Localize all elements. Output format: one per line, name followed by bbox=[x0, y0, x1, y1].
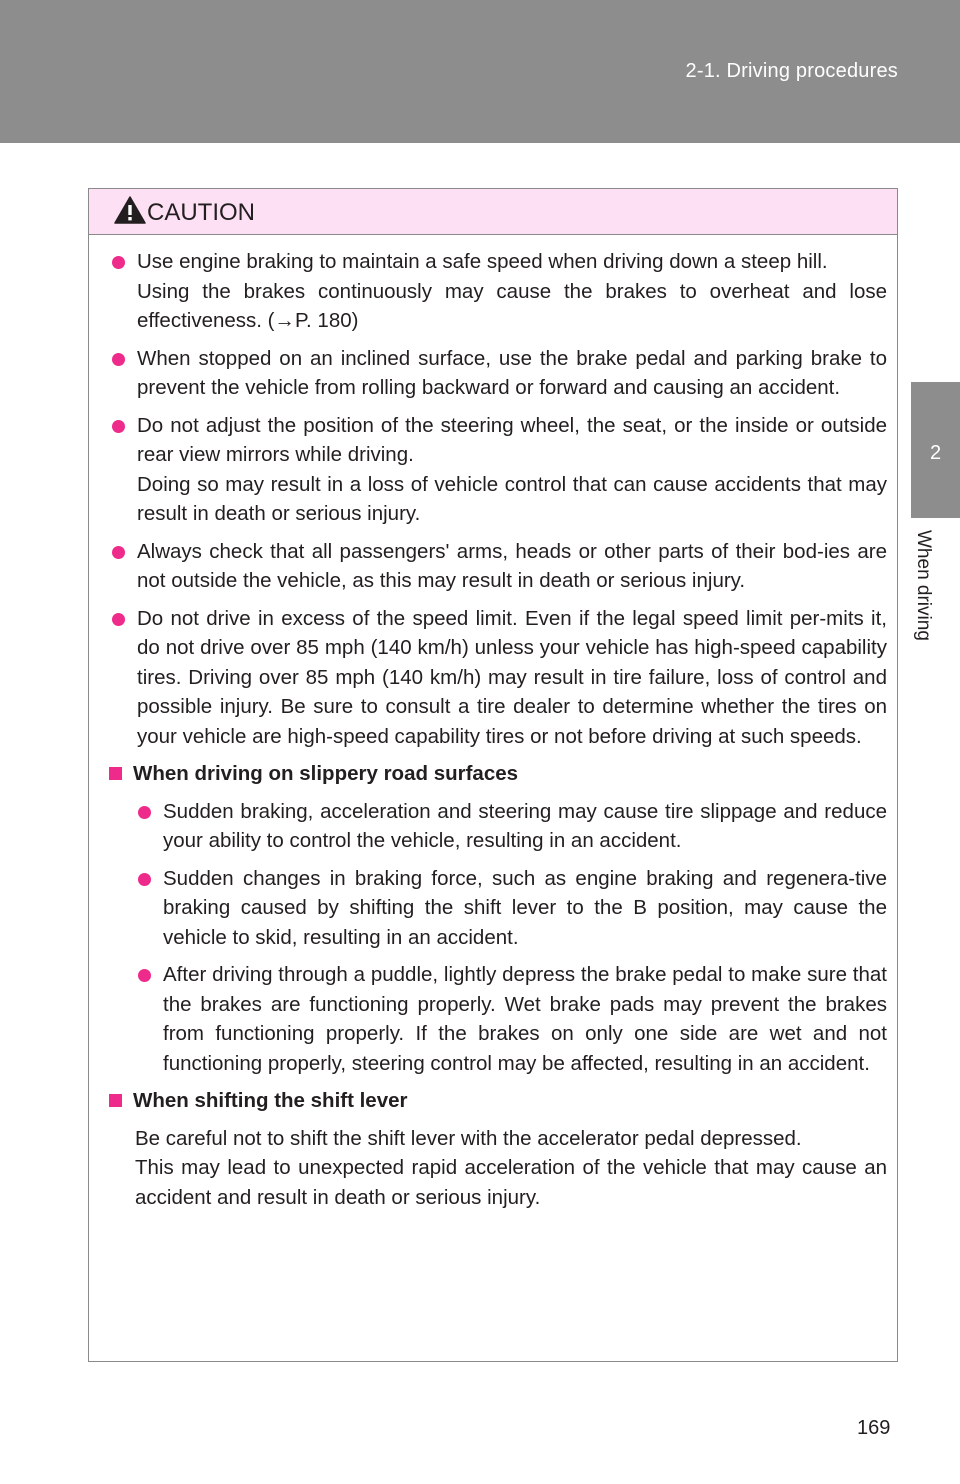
bullet-dot-icon bbox=[112, 353, 125, 366]
caution-item-text: Use engine braking to maintain a safe speed when driving down a steep hill. bbox=[137, 250, 828, 273]
slippery-heading bbox=[109, 759, 887, 789]
caution-item bbox=[135, 960, 887, 1078]
caution-item bbox=[135, 797, 887, 856]
caution-item bbox=[109, 537, 887, 596]
caution-title: CAUTION bbox=[147, 199, 255, 226]
shifting-heading-text: When shifting the shift lever bbox=[133, 1089, 408, 1112]
caution-item-text: After driving through a puddle, lightly depress the brake pedal to make sure that the brakes are functioning properly. Wet brake pads may prevent the brakes from functioning properly. If the brakes on only one side are wet and not functioning properly, steering control may be affected, resulting in an accident. bbox=[163, 963, 887, 1075]
page-number: 169 bbox=[857, 1417, 891, 1439]
caution-body bbox=[109, 247, 887, 1212]
slippery-heading-text: When driving on slippery road surfaces bbox=[133, 762, 519, 785]
chapter-name: When driving bbox=[913, 530, 934, 641]
caution-item bbox=[109, 604, 887, 752]
caution-item-text: Do not drive in excess of the speed limit. Even if the legal speed limit per-mits it, do not drive over 85 mph (140 km/h) unless your vehicle has high-speed capability tires. Driving over 85 mph (140 km/h) may result in tire failure, loss of control and possible injury. Be sure to consult a tire dealer to determine whether the tires on your vehicle are high-speed capability tires or not before driving at such speeds. bbox=[137, 606, 887, 748]
square-bullet-icon bbox=[109, 1094, 122, 1107]
shifting-paragraph: This may lead to unexpected rapid acceleration of the vehicle that may cause an accident and result in death or serious injury. bbox=[135, 1156, 887, 1209]
warning-triangle-icon bbox=[114, 196, 146, 224]
caution-item-text: Sudden changes in braking force, such as engine braking and regenera-tive braking caused by shifting the shift lever to the B position, may cause the vehicle to skid, resulting in an accident. bbox=[163, 866, 887, 949]
caution-item bbox=[135, 864, 887, 953]
caution-item bbox=[109, 344, 887, 403]
header-band bbox=[0, 0, 960, 143]
caution-item bbox=[109, 247, 887, 336]
bullet-dot-icon bbox=[112, 546, 125, 559]
bullet-dot-icon bbox=[112, 613, 125, 626]
shifting-heading bbox=[109, 1086, 887, 1116]
bullet-dot-icon bbox=[138, 806, 151, 819]
caution-box bbox=[88, 188, 898, 1362]
bullet-dot-icon bbox=[112, 420, 125, 433]
caution-item-detail: Using the brakes continuously may cause the brakes to overheat and lose effectiveness. (→P. 180) bbox=[137, 279, 887, 332]
caution-item-text: Sudden braking, acceleration and steering may cause tire slippage and reduce your ability to control the vehicle, resulting in an accident. bbox=[163, 799, 887, 852]
slippery-items bbox=[109, 797, 887, 1079]
caution-item-text: When stopped on an inclined surface, use the brake pedal and parking brake to prevent the vehicle from rolling backward or forward and causing an accident. bbox=[137, 346, 887, 399]
bullet-dot-icon bbox=[138, 873, 151, 886]
section-title: 2-1. Driving procedures bbox=[685, 60, 898, 82]
caution-item-text: Do not adjust the position of the steering wheel, the seat, or the inside or outside rear view mirrors while driving. bbox=[137, 413, 887, 466]
caution-item bbox=[109, 411, 887, 529]
bullet-dot-icon bbox=[112, 256, 125, 269]
square-bullet-icon bbox=[109, 767, 122, 780]
caution-item-text: Always check that all passengers' arms, heads or other parts of their bod-ies are not outside the vehicle, as this may result in death or serious injury. bbox=[137, 539, 887, 592]
caution-header bbox=[89, 189, 897, 235]
bullet-dot-icon bbox=[138, 969, 151, 982]
shifting-paragraph: Be careful not to shift the shift lever with the accelerator pedal depressed. bbox=[135, 1126, 802, 1150]
chapter-number: 2 bbox=[929, 442, 942, 464]
caution-item-detail: Doing so may result in a loss of vehicle control that can cause accidents that may result in death or serious injury. bbox=[137, 472, 887, 525]
